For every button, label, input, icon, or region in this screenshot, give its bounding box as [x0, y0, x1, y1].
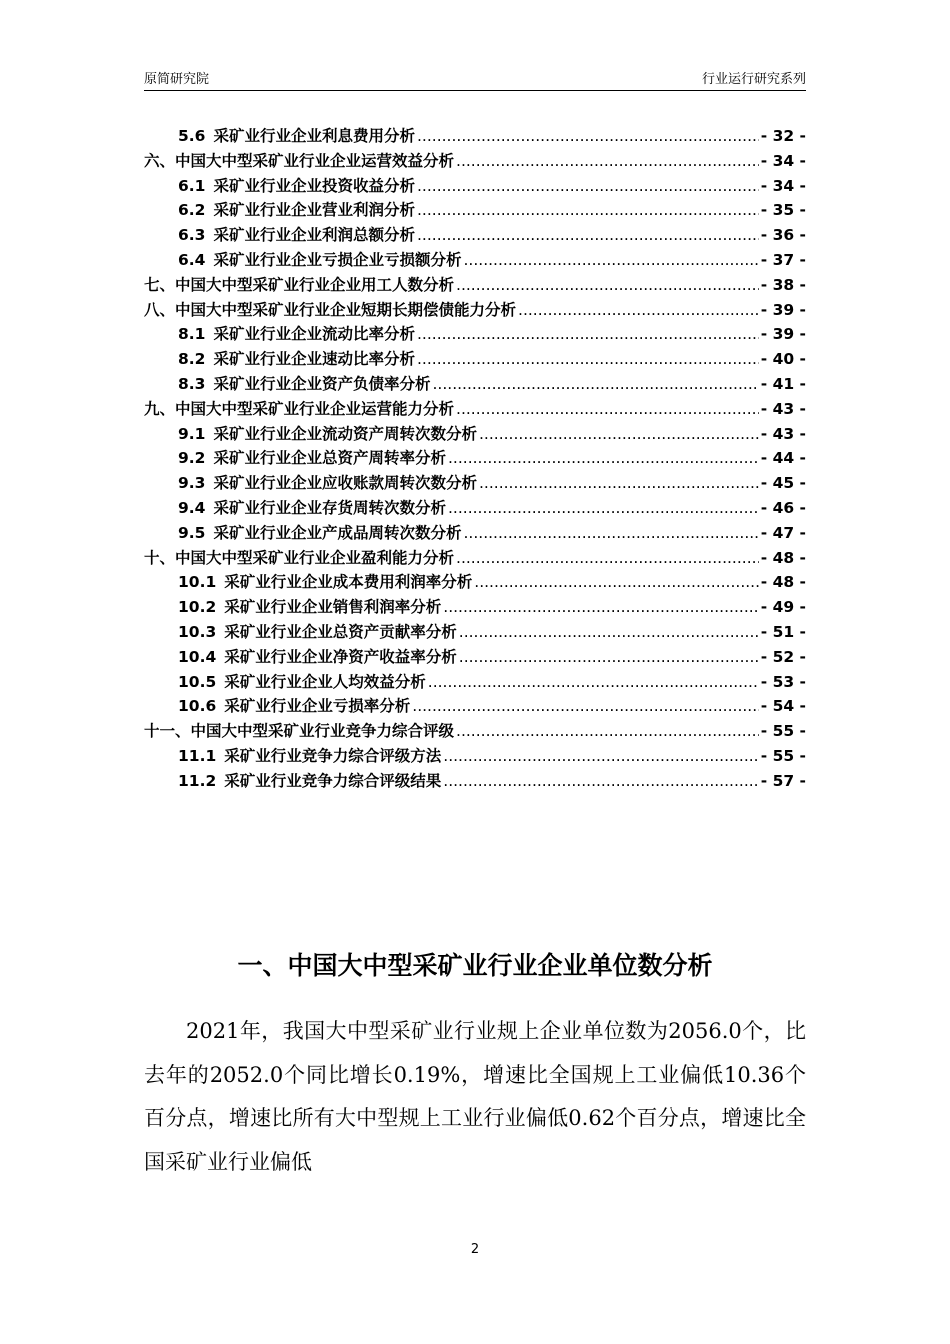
toc-entry[interactable]	[144, 570, 806, 595]
toc-entry-number: 9.1	[178, 424, 206, 443]
toc-entry-title: 六、中国大中型采矿业行业企业运营效益分析	[144, 151, 455, 170]
toc-leader-dots	[456, 719, 759, 744]
toc-entry-title: 采矿业行业竞争力综合评级方法	[224, 746, 442, 765]
toc-entry-title: 十一、中国大中型采矿业行业竞争力综合评级	[144, 722, 455, 741]
toc-entry-page: - 41 -	[760, 374, 806, 393]
toc-entry-title: 采矿业行业企业利润总额分析	[213, 226, 415, 245]
toc-entry-page: - 34 -	[760, 176, 806, 195]
toc-entry-page: - 54 -	[760, 697, 806, 716]
toc-entry[interactable]	[144, 769, 806, 794]
toc-entry-page: - 55 -	[760, 746, 806, 765]
toc-entry-number: 6.4	[178, 250, 206, 269]
toc-entry-page: - 52 -	[760, 647, 806, 666]
toc-entry-title: 采矿业行业企业亏损企业亏损额分析	[213, 250, 462, 269]
toc-entry[interactable]	[144, 124, 806, 149]
toc-entry-page: - 55 -	[760, 722, 806, 741]
toc-entry-page: - 35 -	[760, 201, 806, 220]
toc-entry[interactable]	[144, 471, 806, 496]
toc-entry-title: 采矿业行业企业人均效益分析	[224, 672, 426, 691]
toc-entry[interactable]	[144, 397, 806, 422]
toc-leader-dots	[459, 620, 759, 645]
toc-entry[interactable]	[144, 372, 806, 397]
toc-entry[interactable]	[144, 694, 806, 719]
toc-entry-title: 七、中国大中型采矿业行业企业用工人数分析	[144, 275, 455, 294]
toc-entry-title: 采矿业行业企业资产负债率分析	[213, 374, 431, 393]
toc-entry-number: 10.6	[178, 697, 217, 716]
toc-leader-dots	[479, 471, 759, 496]
toc-leader-dots	[518, 298, 759, 323]
toc-entry-page: - 32 -	[760, 127, 806, 145]
toc-entry[interactable]	[144, 149, 806, 174]
toc-entry[interactable]	[144, 198, 806, 223]
toc-entry[interactable]	[144, 521, 806, 546]
toc-leader-dots	[428, 670, 759, 695]
toc-leader-dots	[448, 446, 759, 471]
toc-entry-number: 6.2	[178, 201, 206, 220]
toc-entry-title: 十、中国大中型采矿业行业企业盈利能力分析	[144, 548, 455, 567]
page-number: 2	[470, 1242, 480, 1257]
toc-leader-dots	[417, 174, 759, 199]
toc-leader-dots	[479, 422, 759, 447]
toc-entry[interactable]	[144, 347, 806, 372]
toc-entry-number: 6.1	[178, 176, 206, 195]
toc-leader-dots	[448, 496, 759, 521]
toc-entry-title: 采矿业行业竞争力综合评级结果	[224, 771, 442, 790]
toc-entry[interactable]	[144, 719, 806, 744]
toc-entry-title: 采矿业行业企业净资产收益率分析	[224, 647, 457, 666]
toc-leader-dots	[417, 322, 759, 347]
toc-entry-page: - 51 -	[760, 622, 806, 641]
toc-entry-title: 采矿业行业企业总资产贡献率分析	[224, 622, 457, 641]
toc-entry-number: 8.3	[178, 374, 206, 393]
toc-entry-title: 采矿业行业企业产成品周转次数分析	[213, 523, 462, 542]
toc-entry-number: 10.5	[178, 672, 217, 691]
toc-leader-dots	[456, 149, 759, 174]
toc-entry-page: - 40 -	[760, 350, 806, 369]
toc-entry-title: 采矿业行业企业亏损率分析	[224, 697, 411, 716]
toc-entry[interactable]	[144, 595, 806, 620]
toc-leader-dots	[463, 521, 758, 546]
toc-leader-dots	[456, 546, 759, 571]
toc-entry[interactable]	[144, 298, 806, 323]
header-organization: 原简研究院	[144, 72, 210, 87]
toc-entry-page: - 57 -	[760, 771, 806, 790]
toc-entry-number: 9.3	[178, 474, 206, 493]
toc-entry-number: 11.2	[178, 771, 217, 790]
toc-leader-dots	[443, 769, 759, 794]
toc-entry-number: 10.4	[178, 647, 217, 666]
toc-entry-page: - 44 -	[760, 449, 806, 468]
toc-leader-dots	[443, 595, 759, 620]
header-series: 行业运行研究系列	[701, 72, 806, 87]
page-header	[144, 64, 806, 91]
toc-leader-dots	[417, 223, 759, 248]
toc-entry-title: 采矿业行业企业利息费用分析	[213, 127, 415, 145]
toc-entry-title: 九、中国大中型采矿业行业企业运营能力分析	[144, 399, 455, 418]
toc-entry[interactable]	[144, 422, 806, 447]
toc-entry-page: - 34 -	[760, 151, 806, 170]
body-paragraph: 2021年，我国大中型采矿业行业规上企业单位数为2056.0个，比去年的2052.0个同比增长0.19%，增速比全国规上工业偏低10.36个百分点，增速比所有大中型规上工业行业偏低0.62个百分点，增速比全国采矿业行业偏低	[144, 1019, 806, 1174]
toc-leader-dots	[459, 645, 759, 670]
toc-leader-dots	[456, 273, 759, 298]
toc-entry[interactable]	[144, 273, 806, 298]
toc-entry-number: 9.4	[178, 498, 206, 517]
toc-entry[interactable]	[144, 446, 806, 471]
toc-entry[interactable]	[144, 322, 806, 347]
toc-entry[interactable]	[144, 670, 806, 695]
toc-entry-page: - 48 -	[760, 548, 806, 567]
toc-entry[interactable]	[144, 546, 806, 571]
table-of-contents	[144, 124, 806, 794]
toc-entry-title: 采矿业行业企业总资产周转率分析	[213, 449, 446, 468]
toc-entry-title: 采矿业行业企业速动比率分析	[213, 350, 415, 369]
toc-entry-title: 采矿业行业企业应收账款周转次数分析	[213, 474, 477, 493]
toc-entry-page: - 46 -	[760, 498, 806, 517]
toc-entry-title: 采矿业行业企业流动资产周转次数分析	[213, 424, 477, 443]
toc-entry-number: 8.1	[178, 325, 206, 344]
toc-leader-dots	[463, 248, 758, 273]
toc-leader-dots	[417, 124, 759, 149]
toc-entry-number: 5.6	[178, 127, 206, 145]
toc-entry-page: - 43 -	[760, 424, 806, 443]
toc-entry-title: 八、中国大中型采矿业行业企业短期长期偿债能力分析	[144, 300, 517, 319]
toc-entry[interactable]	[144, 620, 806, 645]
toc-entry-page: - 38 -	[760, 275, 806, 294]
toc-entry-title: 采矿业行业企业成本费用利润率分析	[224, 573, 473, 592]
toc-entry-page: - 39 -	[760, 325, 806, 344]
toc-entry[interactable]	[144, 744, 806, 769]
toc-entry[interactable]	[144, 248, 806, 273]
toc-entry-number: 10.3	[178, 622, 217, 641]
toc-entry[interactable]	[144, 496, 806, 521]
toc-leader-dots	[432, 372, 758, 397]
toc-leader-dots	[456, 397, 759, 422]
toc-entry[interactable]	[144, 223, 806, 248]
toc-entry-page: - 47 -	[760, 523, 806, 542]
toc-entry-page: - 45 -	[760, 474, 806, 493]
toc-entry-title: 采矿业行业企业营业利润分析	[213, 201, 415, 220]
toc-entry-page: - 37 -	[760, 250, 806, 269]
toc-entry-title: 采矿业行业企业流动比率分析	[213, 325, 415, 344]
section-heading: 一、中国大中型采矿业行业企业单位数分析	[237, 951, 713, 980]
toc-entry-number: 11.1	[178, 746, 217, 765]
toc-entry-number: 9.2	[178, 449, 206, 468]
toc-entry-page: - 49 -	[760, 598, 806, 617]
toc-leader-dots	[417, 347, 759, 372]
toc-leader-dots	[412, 694, 759, 719]
toc-leader-dots	[443, 744, 759, 769]
toc-entry-number: 10.1	[178, 573, 217, 592]
toc-entry-page: - 39 -	[760, 300, 806, 319]
toc-entry-title: 采矿业行业企业存货周转次数分析	[213, 498, 446, 517]
toc-entry[interactable]	[144, 645, 806, 670]
toc-entry-number: 6.3	[178, 226, 206, 245]
toc-entry-number: 8.2	[178, 350, 206, 369]
toc-entry-title: 采矿业行业企业销售利润率分析	[224, 598, 442, 617]
toc-leader-dots	[474, 570, 759, 595]
toc-entry-page: - 43 -	[760, 399, 806, 418]
toc-entry-title: 采矿业行业企业投资收益分析	[213, 176, 415, 195]
toc-entry-number: 9.5	[178, 523, 206, 542]
toc-entry-page: - 48 -	[760, 573, 806, 592]
toc-entry-page: - 53 -	[760, 672, 806, 691]
toc-entry[interactable]	[144, 174, 806, 199]
toc-entry-number: 10.2	[178, 598, 217, 617]
toc-entry-page: - 36 -	[760, 226, 806, 245]
toc-leader-dots	[417, 198, 759, 223]
